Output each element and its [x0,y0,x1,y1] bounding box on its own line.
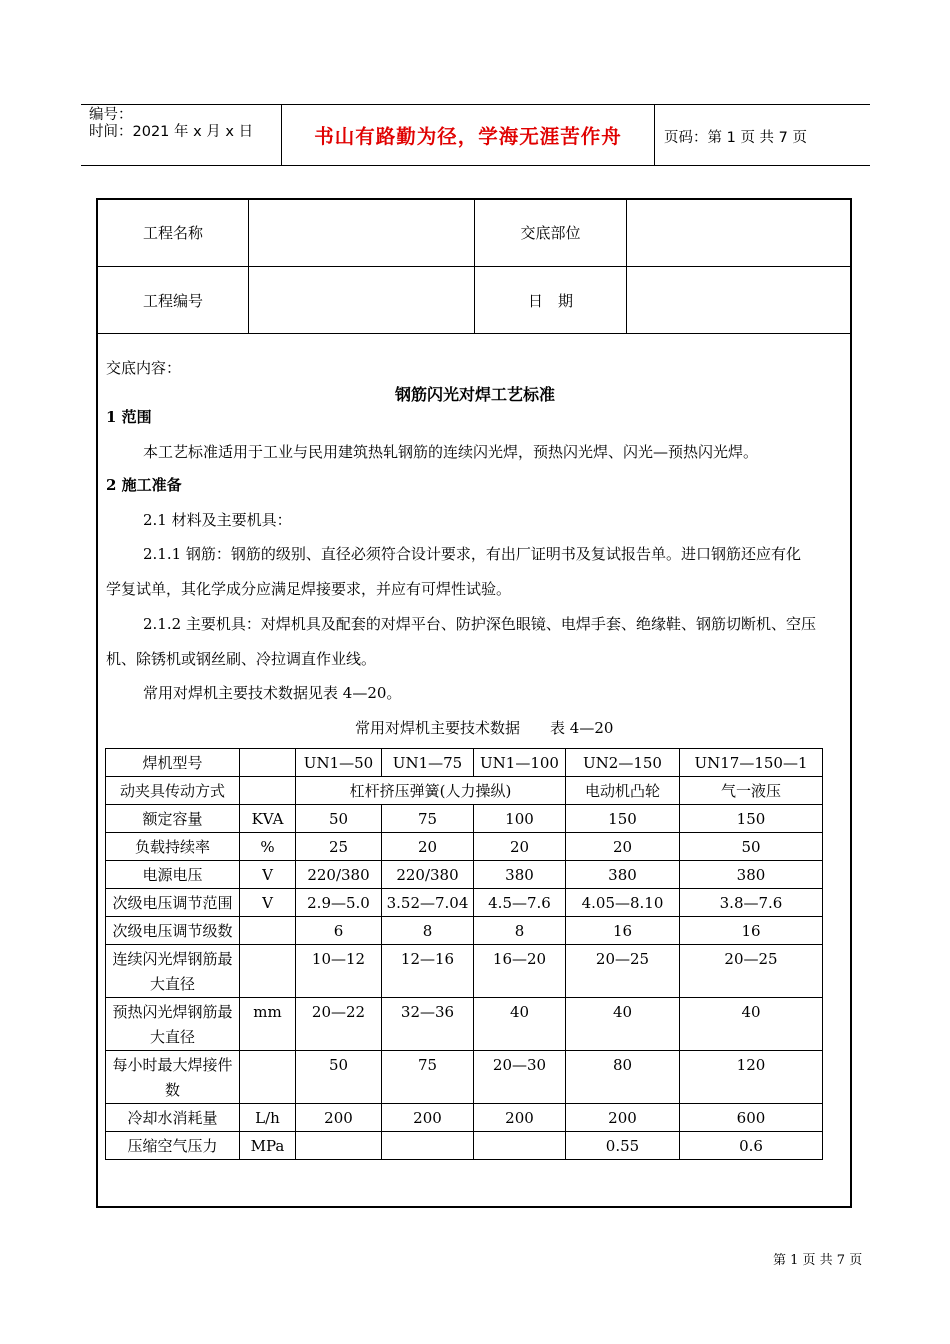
table-cell: 4.05—8.10 [566,889,680,917]
table-cell: 8 [382,917,474,945]
header-divider [654,105,655,165]
table-cell: 220/380 [296,861,382,889]
table-cell: KVA [240,805,296,833]
table-cell: 75 [382,805,474,833]
project-name-value[interactable] [249,199,474,266]
table-cell: 20—25 [680,945,823,998]
table-cell: 次级电压调节级数 [106,917,240,945]
table-row [106,805,823,833]
table-cell: 20—22 [296,998,382,1051]
table-cell: 20—30 [474,1051,566,1104]
table-cell: 50 [296,805,382,833]
table-cell: V [240,889,296,917]
table-header-row [106,749,823,777]
document-header [81,104,870,166]
table-cell: 50 [296,1051,382,1104]
project-number-value[interactable] [249,267,474,333]
table-cell: 动夹具传动方式 [106,777,240,805]
table-cell: 电源电压 [106,861,240,889]
table-cell: 20 [382,833,474,861]
table-cell: 额定容量 [106,805,240,833]
table-cell: 预热闪光焊钢筋最大直径 [106,998,240,1051]
paragraph-2-1-1-line2: 学复试单，其化学成分应满足焊接要求，并应有可焊性试验。 [106,580,512,598]
table-cell: 2.9—5.0 [296,889,382,917]
table-cell [382,1132,474,1160]
table-cell: V [240,861,296,889]
table-cell: 600 [680,1104,823,1132]
table-cell: 80 [566,1051,680,1104]
section-1-heading: 1 范围 [106,408,152,426]
table-cell: 40 [566,998,680,1051]
table-cell: 220/380 [382,861,474,889]
project-name-label: 工程名称 [142,224,203,242]
table-header-cell: 焊机型号 [106,749,240,777]
table-cell: % [240,833,296,861]
table-cell: 25 [296,833,382,861]
table-row [106,1132,823,1160]
table-cell: 150 [680,805,823,833]
project-number-label: 工程编号 [142,291,203,310]
date-label: 日 期 [527,291,573,310]
table-cell [296,1132,382,1160]
table-cell: 32—36 [382,998,474,1051]
table-cell: 次级电压调节范围 [106,889,240,917]
number-label: 编号： [89,107,133,123]
table-row [106,833,823,861]
document-title: 钢筋闪光对焊工艺标准 [394,385,555,404]
table-cell: 75 [382,1051,474,1104]
paragraph-2-1-2-line2: 机、除锈机或钢丝刷、冷拉调直作业线。 [106,650,377,668]
table-cell [240,1051,296,1104]
table-cell: 20—25 [566,945,680,998]
table-cell: 150 [566,805,680,833]
welder-spec-table [105,748,823,1160]
paragraph-2-1-1-line1: 2.1.1 钢筋：钢筋的级别、直径必须符合设计要求，有出厂证明书及复试报告单。进口钢筋还应有化 [143,545,801,563]
content-intro: 交底内容： [106,359,182,377]
header-motto: 书山有路勤为径，学海无涯苦作舟 [314,125,622,148]
table-row [106,945,823,998]
header-meta [89,107,253,141]
table-cell [240,917,296,945]
table-cell: 100 [474,805,566,833]
table-cell: 200 [566,1104,680,1132]
table-header-cell: UN1—100 [474,749,566,777]
table-cell: 每小时最大焊接件数 [106,1051,240,1104]
table-row [106,777,823,805]
table-cell: 16—20 [474,945,566,998]
table-cell: 40 [680,998,823,1051]
table-cell: 8 [474,917,566,945]
time-label: 时间：2021 年 x 月 x 日 [89,124,254,140]
table-cell [240,945,296,998]
table-cell: 电动机凸轮 [566,777,680,805]
table-cell: 12—16 [382,945,474,998]
table-cell: MPa [240,1132,296,1160]
header-page-info: 页码：第 1 页 共 7 页 [664,130,807,146]
table-header-cell: UN2—150 [566,749,680,777]
table-header-cell: UN1—50 [296,749,382,777]
table-row [106,998,823,1051]
footer-page-info: 第 1 页 共 7 页 [773,1253,863,1268]
table-cell: 10—12 [296,945,382,998]
table-cell [474,1132,566,1160]
section-2-heading: 2 施工准备 [106,476,182,494]
grid-line [97,333,851,334]
table-cell: 200 [382,1104,474,1132]
table-cell: 3.8—7.6 [680,889,823,917]
table-cell [240,777,296,805]
table-reference: 常用对焊机主要技术数据见表 4—20。 [143,684,402,702]
table-cell: mm [240,998,296,1051]
table-header-cell: UN1—75 [382,749,474,777]
disclosure-part-value[interactable] [627,199,851,266]
table-caption: 常用对焊机主要技术数据 表 4—20 [355,719,614,737]
table-cell: 3.52—7.04 [382,889,474,917]
table-cell: 380 [566,861,680,889]
table-cell: 负载持续率 [106,833,240,861]
disclosure-part-label: 交底部位 [520,224,581,242]
table-cell: 40 [474,998,566,1051]
table-cell: 杠杆挤压弹簧(人力操纵) [296,777,566,805]
table-cell: 4.5—7.6 [474,889,566,917]
date-value[interactable] [627,267,851,333]
section-1-text: 本工艺标准适用于工业与民用建筑热轧钢筋的连续闪光焊，预热闪光焊、闪光—预热闪光焊。 [143,443,759,461]
table-cell: 16 [680,917,823,945]
table-cell: 50 [680,833,823,861]
table-cell: 20 [566,833,680,861]
table-cell: 6 [296,917,382,945]
table-row [106,1051,823,1104]
table-cell: L/h [240,1104,296,1132]
table-cell: 连续闪光焊钢筋最大直径 [106,945,240,998]
table-cell: 气一液压 [680,777,823,805]
table-cell: 0.55 [566,1132,680,1160]
table-cell: 16 [566,917,680,945]
table-cell: 120 [680,1051,823,1104]
table-row [106,917,823,945]
paragraph-2-1: 2.1 材料及主要机具： [143,511,292,529]
table-row [106,861,823,889]
table-cell: 压缩空气压力 [106,1132,240,1160]
table-row [106,1104,823,1132]
table-cell: 冷却水消耗量 [106,1104,240,1132]
paragraph-2-1-2-line1: 2.1.2 主要机具：对焊机具及配套的对焊平台、防护深色眼镜、电焊手套、绝缘鞋、钢筋切断机、空压 [143,615,816,633]
table-cell: 0.6 [680,1132,823,1160]
table-header-cell: UN17—150—1 [680,749,823,777]
table-cell: 20 [474,833,566,861]
table-cell: 380 [680,861,823,889]
table-header-cell [240,749,296,777]
table-cell: 200 [474,1104,566,1132]
table-cell: 200 [296,1104,382,1132]
table-row [106,889,823,917]
table-cell: 380 [474,861,566,889]
